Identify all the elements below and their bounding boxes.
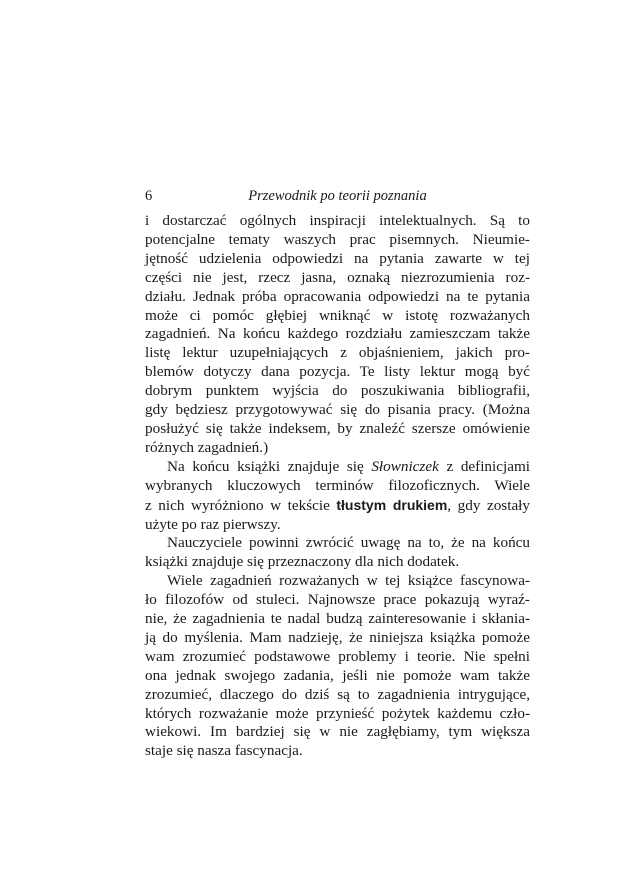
text-run: Na końcu książki znajduje się [167,457,372,475]
text-line: listę lektur uzupełniających z objaśnieniem, jakich pro- [145,344,530,362]
text-line: i dostarczać ogólnych inspiracji intelektualnych. Są to [145,212,530,229]
text-line: Nauczyciele powinni zwrócić uwagę na to, że na końcu [167,534,530,552]
text-line: nie, że zagadnienia te nadal budzą zainteresowanie i skłania- [145,610,530,628]
paragraph-2 [145,458,530,535]
text-line [145,458,530,477]
running-head [145,188,530,212]
text-line: wam zrozumieć podstawowe problemy i teorie. Nie spełni [145,647,530,665]
text-line: części nie jest, rzecz jasna, oznaką niezrozumienia roz- [145,268,530,286]
text-run: z nich wyróżniono w tekście [145,496,337,514]
text-line: ło filozofów od stuleci. Najnowsze prace pokazują wyraź- [145,591,530,609]
text-line: wiekowi. Im bardziej się w nie zagłębiamy, tym większa [145,723,530,741]
text-line: gdy będziesz przygotowywać się do pisania pracy. (Można [145,401,530,419]
text-line: różnych zagadnień.) [145,438,269,456]
text-line: których rozważanie może przynieść pożytek każdemu czło- [145,704,530,722]
text-line: ją do myślenia. Mam nadzieję, że niniejsza książka pomoże [145,628,530,646]
text-line: potencjalne tematy waszych prac pisemnych. Nieumie- [145,230,530,248]
text-line: książki znajduje się przeznaczony dla nich dodatek. [145,553,460,571]
text-line: może ci pomóc głębiej wniknąć w istotę rozważanych [145,306,530,324]
text-line: Wiele zagadnień rozważanych w tej książce fascynowa- [167,572,530,590]
text-run: , gdy zostały [447,496,530,514]
text-line: działu. Jednak próba opracowania odpowiedzi na te pytania [145,287,530,305]
text-line: dobrym punktem wyjścia do poszukiwania bibliografii, [145,382,530,400]
text-line: zrozumieć, dlaczego do dziś są to zagadnienia intrygujące, [145,685,530,703]
text-run: z definicjami [438,457,530,475]
emphasis-text: Słowniczek [371,457,439,475]
text-line: ona jednak swojego zadania, jeśli nie pomoże wam także [145,666,530,684]
page-number: 6 [145,188,153,204]
text-line: posłużyć się także indeksem, by znaleźć szersze omówienie [145,419,530,437]
text-line: wybranych kluczowych terminów filozoficznych. Wiele [145,476,530,494]
bold-term: tłustym drukiem [336,496,448,513]
paragraph-1 [145,212,530,458]
running-title: Przewodnik po teorii poznania [248,188,427,204]
text-line: zagadnień. Na końcu każdego rozdziału zamieszczam także [145,325,530,343]
text-line [145,496,530,516]
text-line: jętność udzielenia odpowiedzi na pytania zawarte w tej [145,249,530,267]
body-text [145,212,530,761]
text-line: blemów dotyczy dana pozycja. Te listy lektur mogą być [145,363,530,381]
text-line: staje się nasza fascynacja. [145,742,303,760]
text-line: użyte po raz pierwszy. [145,515,281,533]
paragraph-3 [145,534,530,572]
book-page [145,188,530,761]
paragraph-4 [145,572,530,761]
